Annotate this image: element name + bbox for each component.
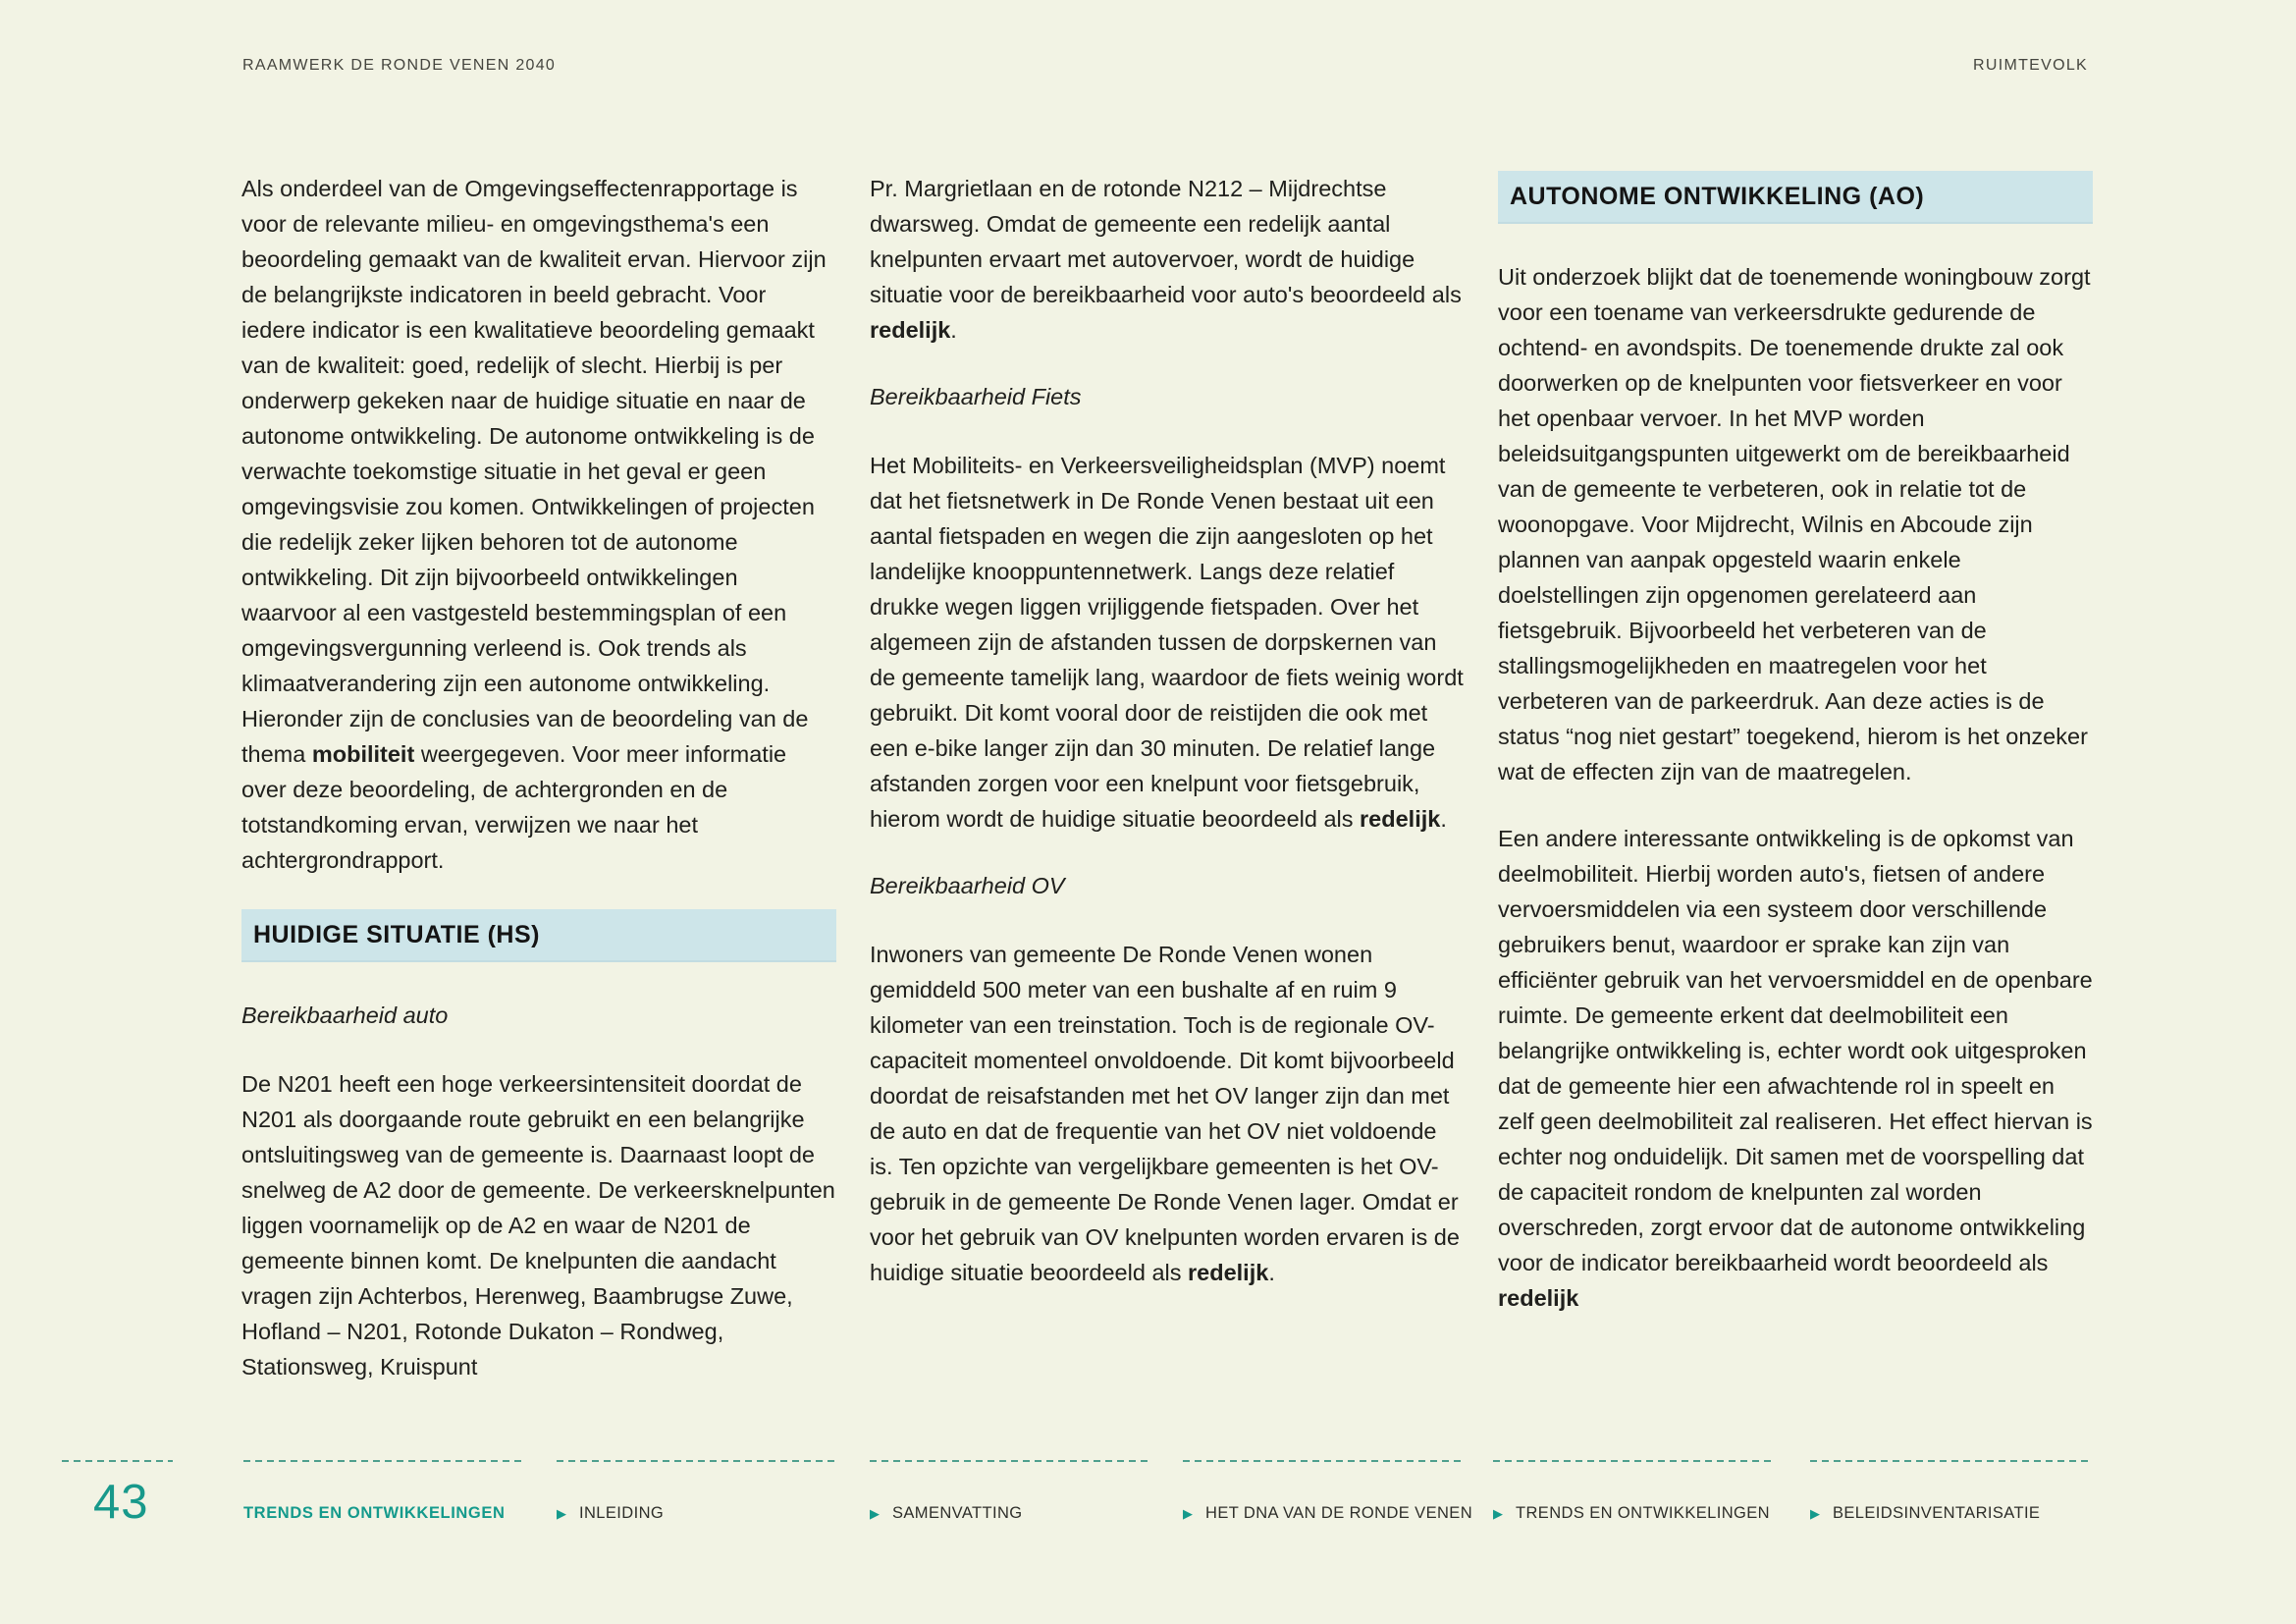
footer-dashed-rule-stub: [62, 1460, 173, 1462]
footer-dashed-rule: [870, 1460, 1148, 1462]
footer-nav-item[interactable]: [870, 1460, 1148, 1523]
emphasized-text: redelijk: [1360, 806, 1441, 832]
paragraph: [1498, 259, 2093, 789]
footer-dashed-rule: [1183, 1460, 1462, 1462]
footer-nav-item[interactable]: [243, 1460, 522, 1523]
subsection-title: Bereikbaarheid auto: [241, 1002, 449, 1028]
paragraph: [241, 171, 836, 878]
section-header: [1498, 171, 2093, 224]
text-column-1: [241, 171, 836, 1416]
text-column-2: [870, 171, 1465, 1416]
paragraph: [870, 448, 1465, 837]
footer-nav-item[interactable]: [1493, 1460, 1772, 1523]
body-text: Uit onderzoek blijkt dat de toenemende woningbouw zorgt voor een toename van verkeersdrukte gedurende de ochtend- en avondspits. De toenemende drukte zal ook doorwerken op de knelpunten voor fietsverkeer en voor het openbaar vervoer. In het MVP worden beleidsuitgangspunten uitgewerkt om de bereikbaarheid van de gemeente te verbeteren, ook in relatie tot de woonopgave. Voor Mijdrecht, Wilnis en Abcoude zijn plannen van aanpak opgesteld waarin enkele doelstellingen zijn opgenomen gerelateerd aan fietsgebruik. Bijvoorbeeld het verbeteren van de stallingsmogelijkheden en maatregelen voor het verbeteren van de parkeerdruk. Aan deze acties is de status “nog niet gestart” toegekend, hierom is het onzeker wat de effecten zijn van de maatregelen.: [1498, 264, 2091, 785]
footer-nav-label-row: [1493, 1504, 1772, 1523]
body-text: Pr. Margrietlaan en de rotonde N212 – Mijdrechtse dwarsweg. Omdat de gemeente een redelijk aantal knelpunten ervaart met autovervoer, wordt de huidige situatie voor de bereikbaarheid voor auto's beoordeeld als: [870, 176, 1462, 307]
footer-nav-item[interactable]: [557, 1460, 835, 1523]
paragraph: [1498, 821, 2093, 1316]
paragraph: [241, 1066, 836, 1384]
body-text: .: [950, 317, 957, 343]
section-header-label: AUTONOME ONTWIKKELING (AO): [1510, 182, 1925, 210]
footer-nav-label-row: [557, 1504, 835, 1523]
footer-nav-label: SAMENVATTING: [892, 1504, 1023, 1522]
body-text: .: [1268, 1260, 1275, 1285]
footer-nav-label-row: [1183, 1504, 1473, 1523]
body-text: Een andere interessante ontwikkeling is de opkomst van deelmobiliteit. Hierbij worden auto's, fietsen of andere vervoersmiddelen via een systeem door verschillende gebruikers benut, waardoor er sprake kan zijn van efficiënter gebruik van het vervoersmiddel en de openbare ruimte. De gemeente erkent dat deelmobiliteit een belangrijke ontwikkeling is, echter wordt ook uitgesproken dat de gemeente hier een afwachtende rol in speelt en zelf geen deelmobiliteit zal realiseren. Het effect hiervan is echter nog onduidelijk. Dit samen met de voorspelling dat de capaciteit rondom de knelpunten zal worden overschreden, zorgt ervoor dat de autonome ontwikkeling voor de indicator bereikbaarheid wordt beoordeeld als: [1498, 826, 2093, 1275]
footer-dashed-rule: [557, 1460, 835, 1462]
body-text: weergegeven. Voor meer informatie over deze beoordeling, de achtergronden en de totstandkoming ervan, verwijzen we naar het achtergrondrapport.: [241, 741, 787, 873]
paragraph: [870, 171, 1465, 348]
footer-nav-item[interactable]: [1183, 1460, 1473, 1523]
nav-arrow-icon: ▶: [1493, 1506, 1503, 1521]
footer-nav-label: TRENDS EN ONTWIKKELINGEN: [1516, 1504, 1770, 1522]
footer-nav-label: BELEIDSINVENTARISATIE: [1833, 1504, 2041, 1522]
footer-nav-label-row: [870, 1504, 1148, 1523]
emphasized-text: redelijk: [1498, 1285, 1579, 1311]
page-number: 43: [93, 1476, 149, 1529]
footer-nav-label: INLEIDING: [579, 1504, 665, 1522]
body-text: Inwoners van gemeente De Ronde Venen wonen gemiddeld 500 meter van een bushalte af en ruim 9 kilometer van een treinstation. Toch is de regionale OV-capaciteit momenteel onvoldoende. Dit komt bijvoorbeeld doordat de reisafstanden met het OV langer zijn dan met de auto en dat de frequentie van het OV niet voldoende is. Ten opzichte van vergelijkbare gemeenten is het OV-gebruik in de gemeente De Ronde Venen lager. Omdat er voor het gebruik van OV knelpunten worden ervaren is de huidige situatie beoordeeld als: [870, 942, 1460, 1285]
footer-dashed-rule: [1810, 1460, 2089, 1462]
subsection-title: Bereikbaarheid OV: [870, 873, 1065, 898]
nav-arrow-icon: ▶: [1183, 1506, 1193, 1521]
section-header-label: HUIDIGE SITUATIE (HS): [253, 920, 540, 948]
paragraph: [870, 937, 1465, 1290]
section-header: [241, 909, 836, 962]
footer-nav-label: TRENDS EN ONTWIKKELINGEN: [243, 1504, 506, 1522]
page-body: [241, 171, 2093, 1416]
emphasized-text: redelijk: [870, 317, 951, 343]
nav-arrow-icon: ▶: [557, 1506, 566, 1521]
nav-arrow-icon: ▶: [870, 1506, 880, 1521]
footer-dashed-rule: [1493, 1460, 1772, 1462]
body-text: Het Mobiliteits- en Verkeersveiligheidsplan (MVP) noemt dat het fietsnetwerk in De Ronde Venen bestaat uit een aantal fietspaden en wegen die zijn aangesloten op het landelijke knooppuntennetwerk. Langs deze relatief drukke wegen liggen vrijliggende fietspaden. Over het algemeen zijn de afstanden tussen de dorpskernen van de gemeente tamelijk lang, waardoor de fiets weinig wordt gebruikt. Dit komt vooral door de reistijden die ook met een e-bike langer zijn dan 30 minuten. De relatief lange afstanden zorgen voor een knelpunt voor fietsgebruik, hierom wordt de huidige situatie beoordeeld als: [870, 453, 1464, 832]
publisher-running-head: RUIMTEVOLK: [1972, 57, 2088, 74]
footer-nav-label-row: [243, 1504, 522, 1523]
nav-arrow-icon: ▶: [1810, 1506, 1820, 1521]
emphasized-text: mobiliteit: [311, 741, 415, 767]
footer-nav-label-row: [1810, 1504, 2089, 1523]
subsection-title: Bereikbaarheid Fiets: [870, 384, 1082, 409]
emphasized-text: redelijk: [1188, 1260, 1269, 1285]
body-text: Als onderdeel van de Omgevingseffectenrapportage is voor de relevante milieu- en omgevingsthema's een beoordeling gemaakt van de kwaliteit ervan. Hiervoor zijn de belangrijkste indicatoren in beeld gebracht. Voor iedere indicator is een kwalitatieve beoordeling gemaakt van de kwaliteit: goed, redelijk of slecht. Hierbij is per onderwerp gekeken naar de huidige situatie en naar de autonome ontwikkeling. De autonome ontwikkeling is de verwachte toekomstige situatie in het geval er geen omgevingsvisie zou komen. Ontwikkelingen of projecten die redelijk zeker lijken behoren tot de autonome ontwikkeling. Dit zijn bijvoorbeeld ontwikkelingen waarvoor al een vastgesteld bestemmingsplan of een omgevingsvergunning verleend is. Ook trends als klimaatverandering zijn een autonome ontwikkeling. Hieronder zijn de conclusies van de beoordeling van de thema: [241, 176, 827, 767]
footer-nav-label: HET DNA VAN DE RONDE VENEN: [1205, 1504, 1473, 1522]
body-text: De N201 heeft een hoge verkeersintensiteit doordat de N201 als doorgaande route gebruikt en een belangrijke ontsluitingsweg van de gemeente is. Daarnaast loopt de snelweg de A2 door de gemeente. De verkeersknelpunten liggen voornamelijk op de A2 en waar de N201 de gemeente binnen komt. De knelpunten die aandacht vragen zijn Achterbos, Herenweg, Baambrugse Zuwe, Hofland – N201, Rotonde Dukaton – Rondweg, Stationsweg, Kruispunt: [241, 1071, 835, 1380]
text-column-3: [1498, 171, 2093, 1416]
footer-dashed-rule: [243, 1460, 522, 1462]
footer-nav-item[interactable]: [1810, 1460, 2089, 1523]
body-text: .: [1440, 806, 1447, 832]
document-title-running-head: RAAMWERK DE RONDE VENEN 2040: [242, 57, 557, 74]
